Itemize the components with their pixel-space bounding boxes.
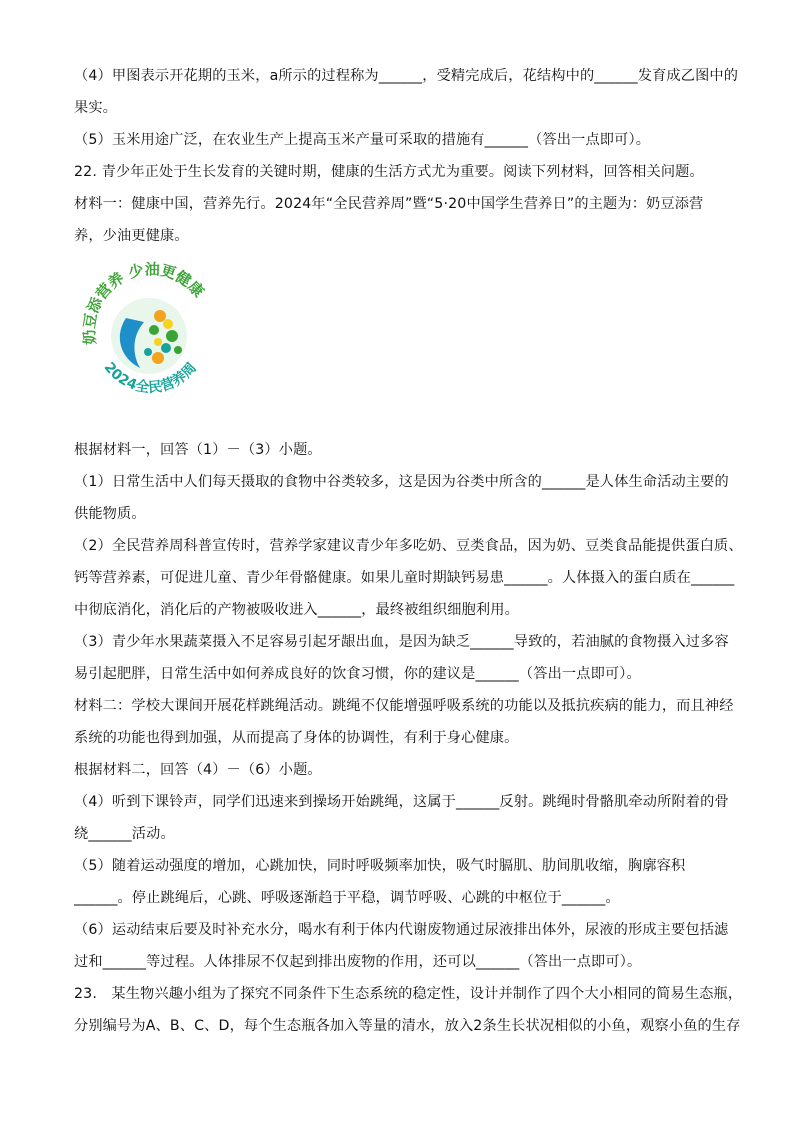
nutrition-week-logo	[74, 258, 224, 408]
text-line: （1）日常生活中人们每天摄取的食物中谷类较多，这是因为谷类中所含的______是人体生命活动主要的	[74, 474, 729, 490]
text-line: 钙等营养素，可促进儿童、青少年骨骼健康。如果儿童时期缺钙易患______。人体摄入的蛋白质在______	[74, 570, 735, 586]
text-line: （5）玉米用途广泛，在农业生产上提高玉米产量可采取的措施有______（答出一点即可）。	[74, 132, 651, 148]
text-line: 供能物质。	[74, 506, 146, 522]
text-line: 根据材料二，回答（4）－（6）小题。	[74, 762, 322, 778]
text-line: 易引起肥胖，日常生活中如何养成良好的饮食习惯，你的建议是______（答出一点即可）。	[74, 666, 641, 682]
text-line: 23. 某生物兴趣小组为了探究不同条件下生态系统的稳定性，设计并制作了四个大小相同的简易生态瓶，	[74, 986, 743, 1002]
text-line: （5）随着运动强度的增加，心跳加快，同时呼吸频率加快，吸气时膈肌、肋间肌收缩，胸廓容积	[74, 858, 686, 874]
logo-slogan: 奶豆添营养 少油更健康	[80, 260, 208, 346]
text-line: （2）全民营养周科普宣传时，营养学家建议青少年多吃奶、豆类食品，因为奶、豆类食品能提供蛋白质、	[74, 538, 743, 554]
text-line: 过和______等过程。人体排尿不仅起到排出废物的作用，还可以______（答出一点即可）。	[74, 954, 642, 970]
text-line: 中彻底消化，消化后的产物被吸收进入______，最终被组织细胞利用。	[74, 602, 519, 618]
text-line: 材料二：学校大课间开展花样跳绳活动。跳绳不仅能增强呼吸系统的功能以及抵抗疾病的能力，而且神经	[74, 698, 734, 714]
text-line: 绕______活动。	[74, 826, 175, 842]
text-line: 养，少油更健康。	[74, 228, 189, 244]
text-line: 系统的功能也得到加强，从而提高了身体的协调性，有利于身心健康。	[74, 730, 519, 746]
text-line: （4）甲图表示开花期的玉米，a所示的过程称为______，受精完成后，花结构中的______发育成乙图中的	[74, 68, 739, 84]
text-line: 果实。	[74, 100, 118, 116]
text-line: 分别编号为A、B、C、D，每个生态瓶各加入等量的清水，放入2条生长状况相似的小鱼，观察小鱼的生存	[74, 1018, 741, 1034]
text-line: （4）听到下课铃声，同学们迅速来到操场开始跳绳，这属于______反射。跳绳时骨骼肌牵动所附着的骨	[74, 794, 729, 810]
text-line: ______。停止跳绳后，心跳、呼吸逐渐趋于平稳，调节呼吸、心跳的中枢位于______。	[74, 890, 620, 906]
text-line: （6）运动结束后要及时补充水分，喝水有利于体内代谢废物通过尿液排出体外，尿液的形成主要包括滤	[74, 922, 729, 938]
text-line: （3）青少年水果蔬菜摄入不足容易引起牙龈出血，是因为缺乏______导致的，若油腻的食物摄入过多容	[74, 634, 729, 650]
text-line: 材料一：健康中国，营养先行。2024年“全民营养周”暨“5·20中国学生营养日”的主题为：奶豆添营	[74, 196, 704, 212]
text-line: 根据材料一，回答（1）－（3）小题。	[74, 442, 322, 458]
text-line: 22. 青少年正处于生长发育的关键时期，健康的生活方式尤为重要。阅读下列材料，回答相关问题。	[74, 164, 704, 180]
logo-caption: 2024全民营养周	[100, 359, 200, 397]
